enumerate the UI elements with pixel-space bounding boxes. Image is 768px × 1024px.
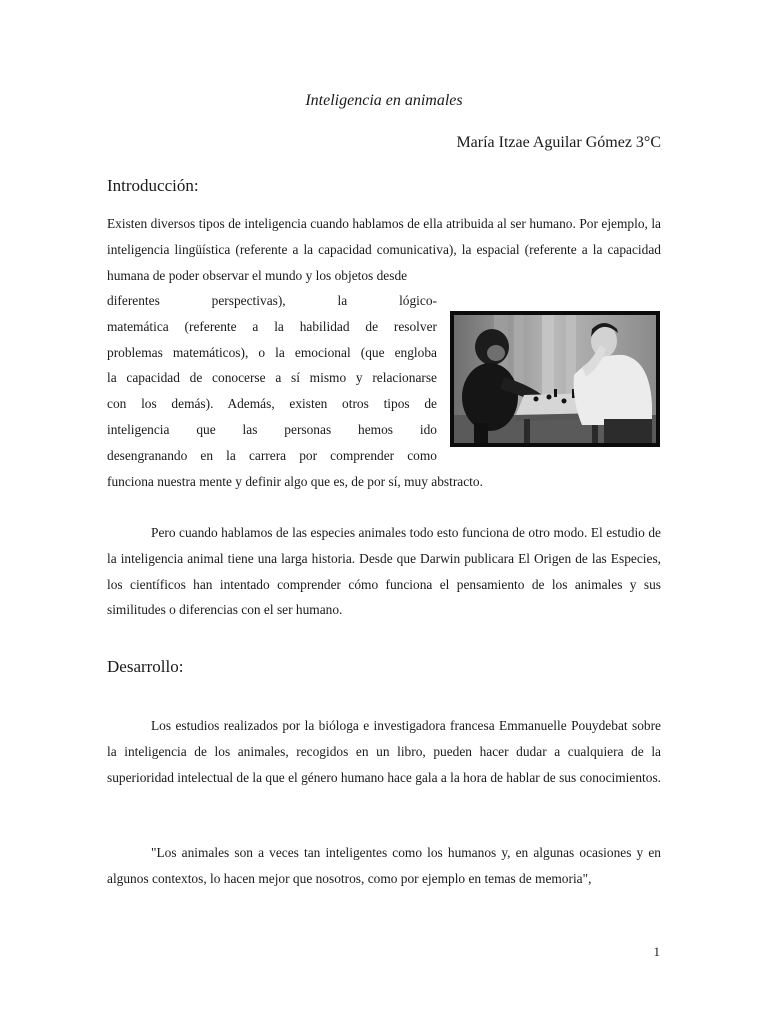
document-title: Inteligencia en animales bbox=[305, 92, 463, 109]
wrapped-line: diferentes perspectivas), la lógico- bbox=[107, 293, 437, 308]
intro-paragraph-1-wrapped bbox=[107, 288, 437, 469]
intro-paragraph-2: Pero cuando hablamos de las especies animales todo esto funciona de otro modo. El estudio de la inteligencia animal tiene una larga historia. Desde que Darwin publicara El Origen de las Especies, los científicos han intentado comprender cómo funciona el pensamiento de los animales y sus similitudes o diferencias con el ser humano. bbox=[107, 525, 661, 618]
chess-photo-illustration bbox=[454, 315, 656, 443]
page-number: 1 bbox=[653, 944, 660, 959]
document-author: María Itzae Aguilar Gómez 3°C bbox=[456, 134, 661, 151]
desarrollo-paragraph-2: "Los animales son a veces tan inteligentes como los humanos y, en algunas ocasiones y en algunos contextos, lo hacen mejor que nosotros, como por ejemplo en temas de memoria", bbox=[107, 845, 661, 886]
wrapped-line: problemas matemáticos), o la emocional (que engloba bbox=[107, 344, 437, 360]
wrapped-line: matemática (referente a la habilidad de resolver bbox=[107, 318, 437, 334]
intro-heading: Introducción: bbox=[107, 176, 199, 195]
intro-paragraph-1-full: Existen diversos tipos de inteligencia cuando hablamos de ella atribuida al ser humano. Por ejemplo, la inteligencia lingüística (referente a la capacidad comunicativa), la espacial (referente a la capacidad humana de poder observar el mundo y los objetos desde bbox=[107, 216, 661, 283]
wrapped-line: desengranando en la carrera por comprender como bbox=[107, 447, 437, 463]
chimpanzee-chess-photo bbox=[450, 311, 660, 447]
desarrollo-paragraph-1: Los estudios realizados por la bióloga e investigadora francesa Emmanuelle Pouydebat sobre la inteligencia de los animales, recogidos en un libro, pueden hacer dudar a cualquiera de la superioridad intelectual de la que el género humano hace gala a la hora de hablar de sus conocimientos. bbox=[107, 718, 662, 785]
wrapped-line: inteligencia que las personas hemos ido bbox=[107, 421, 437, 437]
intro-paragraph-1-end: funciona nuestra mente y definir algo que es, de por sí, muy abstracto. bbox=[107, 474, 483, 489]
wrapped-line: con los demás). Además, existen otros tipos de bbox=[107, 396, 437, 412]
wrapped-line: la capacidad de conocerse a sí mismo y relacionarse bbox=[107, 370, 437, 386]
desarrollo-heading: Desarrollo: bbox=[107, 657, 184, 676]
